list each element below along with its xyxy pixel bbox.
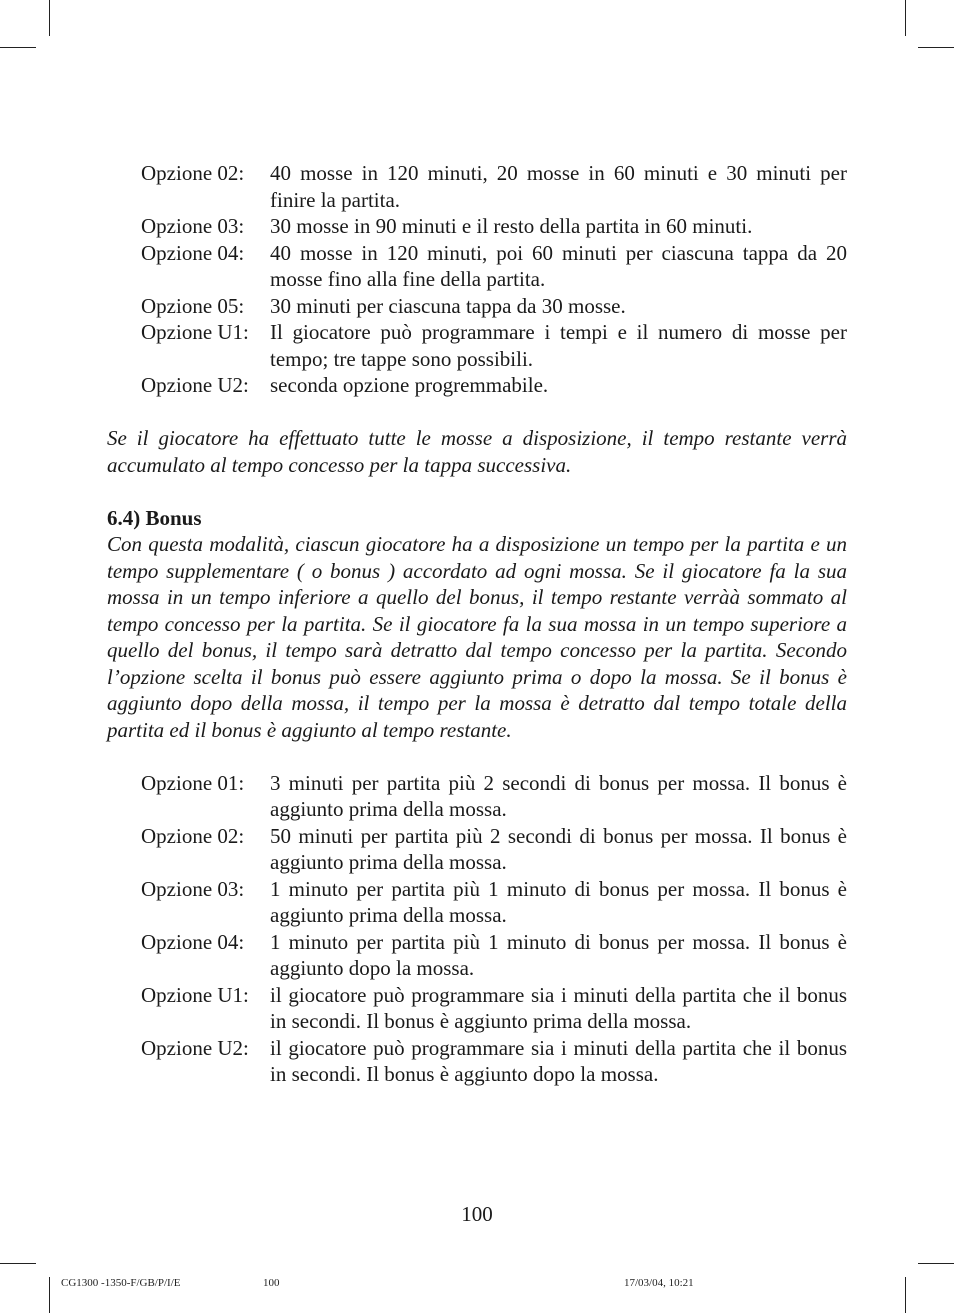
option-text: 1 minuto per partita più 1 minuto di bonus per mossa. Il bonus è aggiunto prima della mossa. <box>270 876 847 927</box>
option-text: 3 minuti per partita più 2 secondi di bonus per mossa. Il bonus è aggiunto prima della mossa. <box>270 770 847 821</box>
option-label: Opzione U1: <box>141 982 249 1007</box>
crop-mark <box>918 1263 954 1264</box>
option-label: Opzione 03: <box>141 214 245 238</box>
crop-mark <box>49 1277 50 1313</box>
option-text: Il giocatore può programmare i tempi e il numero di mosse per tempo; tre tappe sono possibili. <box>270 320 847 371</box>
option-text: 1 minuto per partita più 1 minuto di bonus per mossa. Il bonus è aggiunto dopo la mossa. <box>270 929 847 980</box>
option-text: 30 minuti per ciascuna tappa da 30 mosse. <box>270 293 626 318</box>
section-heading: 6.4) Bonus <box>107 505 202 530</box>
option-text: 30 mosse in 90 minuti e il resto della partita in 60 minuti. <box>270 214 753 238</box>
crop-mark <box>905 1277 906 1313</box>
crop-mark <box>918 47 954 48</box>
footer-page: 100 <box>263 1277 280 1289</box>
option-label: Opzione 04: <box>141 240 245 265</box>
bonus-options-list <box>107 770 847 1088</box>
crop-mark <box>0 47 36 48</box>
option-row <box>141 240 847 293</box>
option-text: 50 minuti per partita più 2 secondi di bonus per mossa. Il bonus è aggiunto prima della mossa. <box>270 823 847 874</box>
option-text: seconda opzione progremmabile. <box>270 373 549 397</box>
crop-mark <box>49 0 50 36</box>
option-label: Opzione 01: <box>141 770 245 795</box>
option-row <box>141 293 847 320</box>
option-text: 40 mosse in 120 minuti, 20 mosse in 60 minuti e 30 minuti per finire la partita. <box>270 161 847 212</box>
option-label: Opzione 02: <box>141 161 245 185</box>
option-row <box>141 1035 847 1088</box>
option-row <box>141 823 847 876</box>
option-label: Opzione 03: <box>141 876 245 901</box>
option-row <box>141 982 847 1035</box>
bonus-description: Con questa modalità, ciascun giocatore ha a disposizione un tempo per la partita e un tempo supplementare ( o bonus ) accordato ad ogni mossa. Se il giocatore fa la sua mossa in un tempo inferiore a quello del bonus, il tempo restante verràà sommato al tempo concesso per la partita. Se il giocatore fa la sua mossa in un tempo superiore a quello del bonus, il tempo sarà detratto dal tempo concesso per la partita. Secondo l’opzione scelta il bonus può essere aggiunto prima o dopo la mossa. Se il bonus è aggiunto dopo della mossa, il tempo per la mossa è detratto dal tempo totale della partita ed il bonus è aggiunto al tempo restante. <box>107 532 847 742</box>
option-text: il giocatore può programmare sia i minuti della partita che il bonus in secondi. Il bonus è aggiunto dopo la mossa. <box>270 1035 847 1086</box>
option-row <box>141 213 847 240</box>
option-text: 40 mosse in 120 minuti, poi 60 minuti per ciascuna tappa da 20 mosse fino alla fine della partita. <box>270 240 847 291</box>
option-label: Opzione U2: <box>141 1035 249 1060</box>
option-label: Opzione U2: <box>141 373 249 397</box>
option-row <box>141 160 847 213</box>
option-label: Opzione U1: <box>141 320 249 344</box>
footer-code: CG1300 -1350-F/GB/P/I/E <box>61 1277 181 1289</box>
footer-timestamp: 17/03/04, 10:21 <box>624 1277 694 1289</box>
timing-options-list <box>107 160 847 399</box>
option-row <box>141 770 847 823</box>
option-row <box>141 319 847 372</box>
note-paragraph: Se il giocatore ha effettuato tutte le mosse a disposizione, il tempo restante verrà accumulato al tempo concesso per la tappa successiva. <box>107 426 847 477</box>
page-number: 100 <box>461 1202 493 1226</box>
option-row <box>141 876 847 929</box>
option-label: Opzione 02: <box>141 823 245 848</box>
option-row <box>141 372 847 399</box>
option-row <box>141 929 847 982</box>
option-label: Opzione 04: <box>141 929 245 954</box>
crop-mark <box>905 0 906 36</box>
crop-mark <box>0 1263 36 1264</box>
option-text: il giocatore può programmare sia i minuti della partita che il bonus in secondi. Il bonus è aggiunto prima della mossa. <box>270 982 847 1033</box>
page-content <box>107 160 847 1088</box>
option-label: Opzione 05: <box>141 293 245 318</box>
